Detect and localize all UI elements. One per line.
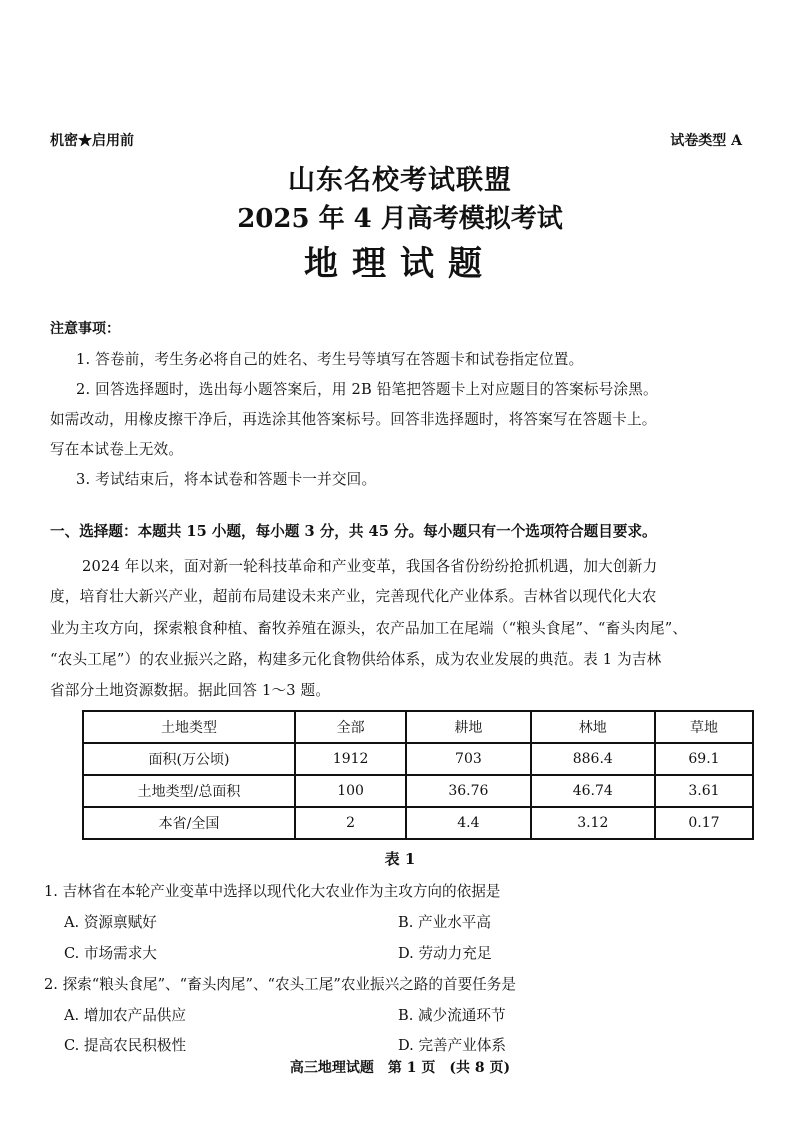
table-header-cell: 土地类型 [83, 711, 295, 743]
subject-title: 地理试题 [304, 244, 496, 284]
table-header-cell: 林地 [531, 711, 655, 743]
table-row [83, 775, 753, 807]
table-cell: 100 [295, 775, 406, 807]
table-header-cell: 草地 [655, 711, 753, 743]
question-1-stem: 1. 吉林省在本轮产业变革中选择以现代化大农业作为主攻方向的依据是 [44, 883, 501, 900]
table-header-cell: 耕地 [406, 711, 530, 743]
notice-item-2-line-2: 如需改动，用橡皮擦干净后，再选涂其他答案标号。回答非选择题时，将答案写在答题卡上。 [50, 411, 657, 428]
table-cell: 703 [406, 743, 530, 775]
confidential-label: 机密★启用前 [50, 133, 134, 149]
question-1-option-c: C. 市场需求大 [64, 945, 157, 962]
passage-line-1: 2024 年以来，面对新一轮科技革命和产业变革，我国各省份纷纷抢抓机遇，加大创新力 [82, 558, 658, 575]
question-1-option-a: A. 资源禀赋好 [64, 914, 157, 931]
notice-item-2-line-3: 写在本试卷上无效。 [50, 441, 184, 458]
exam-alliance-title: 山东名校考试联盟 [288, 165, 512, 196]
table-row [83, 807, 753, 839]
land-resource-table [82, 710, 754, 840]
passage-line-3: 业为主攻方向，探索粮食种植、畜牧养殖在源头，农产品加工在尾端（“粮头食尾”、“畜头肉尾”、 [50, 620, 688, 637]
table-header-cell: 全部 [295, 711, 406, 743]
passage-line-4: “农头工尾”）的农业振兴之路，构建多元化食物供给体系，成为农业发展的典范。表 1 为吉林 [50, 651, 662, 668]
question-2-option-a: A. 增加农产品供应 [64, 1007, 186, 1024]
question-1-option-b: B. 产业水平高 [398, 914, 491, 931]
paper-type-label: 试卷类型 A [670, 133, 742, 149]
section-heading: 一、选择题：本题共 15 小题，每小题 3 分，共 45 分。每小题只有一个选项符合题目要求。 [50, 523, 657, 540]
table-cell: 69.1 [655, 743, 753, 775]
question-2-option-c: C. 提高农民积极性 [64, 1037, 187, 1054]
table-cell: 本省/全国 [83, 807, 295, 839]
table-caption: 表 1 [384, 850, 416, 868]
exam-date-title: 2025 年 4 月高考模拟考试 [237, 204, 563, 234]
question-2-option-b: B. 减少流通环节 [398, 1007, 506, 1024]
table-cell: 46.74 [531, 775, 655, 807]
table-row [83, 743, 753, 775]
table-cell: 土地类型/总面积 [83, 775, 295, 807]
page-footer: 高三地理试题 第 1 页 (共 8 页) [289, 1060, 511, 1076]
table-header-row [83, 711, 753, 743]
question-1-option-d: D. 劳动力充足 [398, 945, 492, 962]
table-cell: 2 [295, 807, 406, 839]
notice-item-1: 1. 答卷前，考生务必将自己的姓名、考生号等填写在答题卡和试卷指定位置。 [76, 351, 584, 368]
notice-item-3: 3. 考试结束后，将本试卷和答题卡一并交回。 [76, 471, 377, 488]
table-cell: 面积(万公顷) [83, 743, 295, 775]
table-cell: 0.17 [655, 807, 753, 839]
question-2-option-d: D. 完善产业体系 [398, 1037, 507, 1054]
passage-line-5: 省部分土地资源数据。据此回答 1～3 题。 [50, 682, 331, 699]
table-cell: 886.4 [531, 743, 655, 775]
table-cell: 3.61 [655, 775, 753, 807]
table-cell: 4.4 [406, 807, 530, 839]
question-2-stem: 2. 探索“粮头食尾”、“畜头肉尾”、“农头工尾”农业振兴之路的首要任务是 [44, 976, 516, 993]
table-cell: 36.76 [406, 775, 530, 807]
notice-heading: 注意事项： [50, 321, 120, 337]
passage-line-2: 度，培育壮大新兴产业，超前布局建设未来产业，完善现代化产业体系。吉林省以现代化大农 [50, 588, 657, 605]
table-cell: 3.12 [531, 807, 655, 839]
notice-item-2-line-1: 2. 回答选择题时，选出每小题答案后，用 2B 铅笔把答题卡上对应题目的答案标号涂黑。 [76, 381, 658, 398]
table-cell: 1912 [295, 743, 406, 775]
